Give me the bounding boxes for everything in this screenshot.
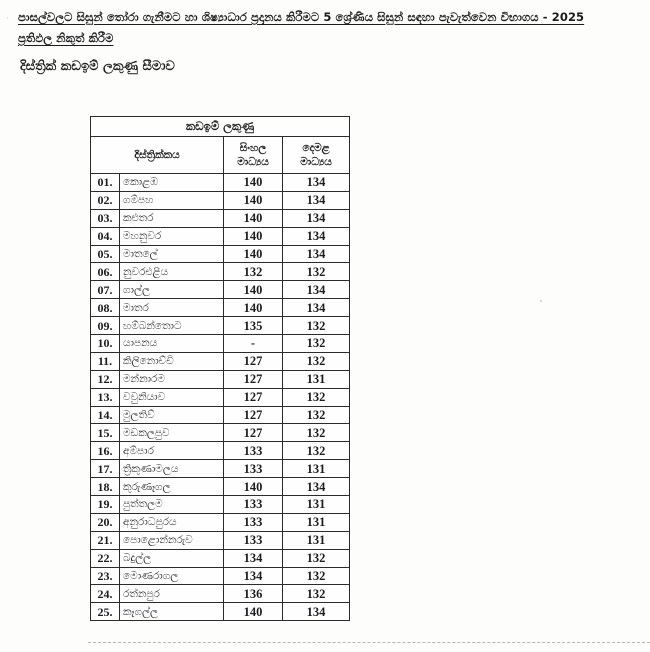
cell-tamil: 134: [283, 227, 350, 245]
cell-tamil: 131: [283, 496, 350, 514]
cell-district: නුවරඑළිය: [120, 263, 224, 281]
cell-sinhala: 140: [224, 281, 283, 299]
col-header-sinhala-medium: සිංහල මාධ්‍යය: [224, 137, 283, 174]
cell-no: 06.: [91, 263, 120, 281]
table-row: [91, 442, 350, 460]
table-row: [91, 335, 350, 353]
cell-district: හම්බන්තොට: [120, 317, 224, 335]
table-row: [91, 424, 350, 442]
cell-tamil: 132: [283, 549, 350, 567]
cell-district: රත්නපුර: [120, 585, 224, 603]
table-row: [91, 531, 350, 549]
table-row: [91, 567, 350, 585]
cell-tamil: 132: [283, 388, 350, 406]
cell-no: 12.: [91, 370, 120, 388]
cell-tamil: 132: [283, 335, 350, 353]
cell-sinhala: 140: [224, 209, 283, 227]
table-row: [91, 388, 350, 406]
cell-district: යාපනය: [120, 335, 224, 353]
table-row: [91, 227, 350, 245]
cell-district: මුලතිව්: [120, 406, 224, 424]
cutoff-table-container: [90, 116, 350, 621]
cell-tamil: 131: [283, 513, 350, 531]
cell-tamil: 131: [283, 460, 350, 478]
cell-sinhala: 127: [224, 352, 283, 370]
cell-sinhala: 140: [224, 603, 283, 621]
column-header-row: [91, 137, 350, 174]
title-line-2: ප්‍රතිඵල නිකුත් කිරීම: [18, 31, 114, 45]
cell-district: මහනුවර: [120, 227, 224, 245]
cell-no: 14.: [91, 406, 120, 424]
cell-tamil: 132: [283, 263, 350, 281]
cell-tamil: 132: [283, 585, 350, 603]
cell-district: අනුරාධපුරය: [120, 513, 224, 531]
cell-no: 17.: [91, 460, 120, 478]
table-title-row: [91, 117, 350, 137]
cell-sinhala: 133: [224, 531, 283, 549]
table-row: [91, 370, 350, 388]
cell-no: 01.: [91, 174, 120, 192]
cell-tamil: 131: [283, 370, 350, 388]
cell-sinhala: 127: [224, 388, 283, 406]
cell-tamil: 134: [283, 245, 350, 263]
cell-no: 23.: [91, 567, 120, 585]
cell-district: ගාල්ල: [120, 281, 224, 299]
cell-sinhala: 133: [224, 442, 283, 460]
cell-no: 04.: [91, 227, 120, 245]
cell-district: ගම්පහ: [120, 191, 224, 209]
table-row: [91, 174, 350, 192]
cell-no: 18.: [91, 478, 120, 496]
cell-sinhala: 132: [224, 263, 283, 281]
cell-sinhala: 134: [224, 567, 283, 585]
section-heading: දිස්ත්‍රික් කඩඉම් ලකුණු සීමාව: [20, 59, 175, 74]
cell-sinhala: 140: [224, 299, 283, 317]
table-row: [91, 549, 350, 567]
cell-tamil: 132: [283, 442, 350, 460]
table-row: [91, 585, 350, 603]
cell-sinhala: 140: [224, 174, 283, 192]
cell-tamil: 134: [283, 209, 350, 227]
cell-sinhala: 127: [224, 424, 283, 442]
cell-district: පුත්තලම: [120, 496, 224, 514]
cell-no: 08.: [91, 299, 120, 317]
cell-district: කෑගල්ල: [120, 603, 224, 621]
cell-no: 16.: [91, 442, 120, 460]
cell-sinhala: 127: [224, 406, 283, 424]
cell-no: 03.: [91, 209, 120, 227]
cell-no: 21.: [91, 531, 120, 549]
cell-sinhala: 133: [224, 513, 283, 531]
scan-artifact-line: [88, 642, 650, 643]
cutoff-table: [90, 116, 350, 621]
cell-district: මොණරාගල: [120, 567, 224, 585]
cell-sinhala: 140: [224, 227, 283, 245]
cell-no: 15.: [91, 424, 120, 442]
cell-no: 05.: [91, 245, 120, 263]
table-row: [91, 603, 350, 621]
cell-tamil: 134: [283, 603, 350, 621]
table-row: [91, 406, 350, 424]
cell-no: 19.: [91, 496, 120, 514]
cell-district: කළුතර: [120, 209, 224, 227]
cell-no: 07.: [91, 281, 120, 299]
table-row: [91, 478, 350, 496]
table-row: [91, 191, 350, 209]
cell-tamil: 134: [283, 191, 350, 209]
table-row: [91, 209, 350, 227]
table-row: [91, 513, 350, 531]
table-row: [91, 245, 350, 263]
cell-no: 11.: [91, 352, 120, 370]
cell-district: පොළොන්නරුව: [120, 531, 224, 549]
cell-tamil: 131: [283, 531, 350, 549]
cell-district: අම්පාර: [120, 442, 224, 460]
cell-district: ත්‍රිකුණාමලය: [120, 460, 224, 478]
cell-district: කුරුණෑගල: [120, 478, 224, 496]
table-row: [91, 317, 350, 335]
col-header-tamil-medium: දෙමළ මාධ්‍යය: [283, 137, 350, 174]
table-row: [91, 299, 350, 317]
table-row: [91, 496, 350, 514]
cell-district: කොළඹ: [120, 174, 224, 192]
cell-tamil: 132: [283, 317, 350, 335]
cell-no: 13.: [91, 388, 120, 406]
table-row: [91, 263, 350, 281]
cell-sinhala: 135: [224, 317, 283, 335]
document-title: [18, 7, 634, 48]
cell-tamil: 132: [283, 424, 350, 442]
cell-no: 02.: [91, 191, 120, 209]
cell-sinhala: 140: [224, 191, 283, 209]
table-row: [91, 352, 350, 370]
cell-tamil: 132: [283, 567, 350, 585]
cell-sinhala: 133: [224, 460, 283, 478]
cell-sinhala: 134: [224, 549, 283, 567]
scan-artifact-speck: ·: [6, 14, 9, 23]
cell-district: මඩකලපුව: [120, 424, 224, 442]
cell-district: මන්නාරම: [120, 370, 224, 388]
cell-no: 22.: [91, 549, 120, 567]
cell-sinhala: 140: [224, 478, 283, 496]
scan-artifact-speck: [540, 300, 542, 302]
cell-tamil: 134: [283, 281, 350, 299]
cell-no: 10.: [91, 335, 120, 353]
cell-district: කිලිනොච්චි: [120, 352, 224, 370]
cell-sinhala: 133: [224, 496, 283, 514]
cell-sinhala: -: [224, 335, 283, 353]
cell-tamil: 132: [283, 406, 350, 424]
cell-sinhala: 140: [224, 245, 283, 263]
cell-district: වවුනියාව: [120, 388, 224, 406]
cell-tamil: 132: [283, 352, 350, 370]
cell-district: මාතලේ: [120, 245, 224, 263]
cell-tamil: 134: [283, 174, 350, 192]
col-header-district: දිස්ත්‍රික්කය: [91, 137, 224, 174]
table-title: කඩඉම් ලකුණු: [91, 117, 350, 137]
table-row: [91, 460, 350, 478]
cell-no: 25.: [91, 603, 120, 621]
cell-tamil: 134: [283, 478, 350, 496]
cell-sinhala: 127: [224, 370, 283, 388]
table-row: [91, 281, 350, 299]
cell-no: 09.: [91, 317, 120, 335]
cell-no: 20.: [91, 513, 120, 531]
district-table-body: [91, 174, 350, 621]
cell-district: බදුල්ල: [120, 549, 224, 567]
cell-sinhala: 136: [224, 585, 283, 603]
cell-no: 24.: [91, 585, 120, 603]
title-line-1: පාසල්වලට සිසුන් තෝරා ගැනීමට හා ශිෂ්‍යාධාර ප්‍රදානය කිරීමට 5 ශ්‍රේණිය සිසුන් සඳහා පැවැත්වෙන විභාගය - 2025: [18, 10, 585, 24]
cell-tamil: 134: [283, 299, 350, 317]
cell-district: මාතර: [120, 299, 224, 317]
